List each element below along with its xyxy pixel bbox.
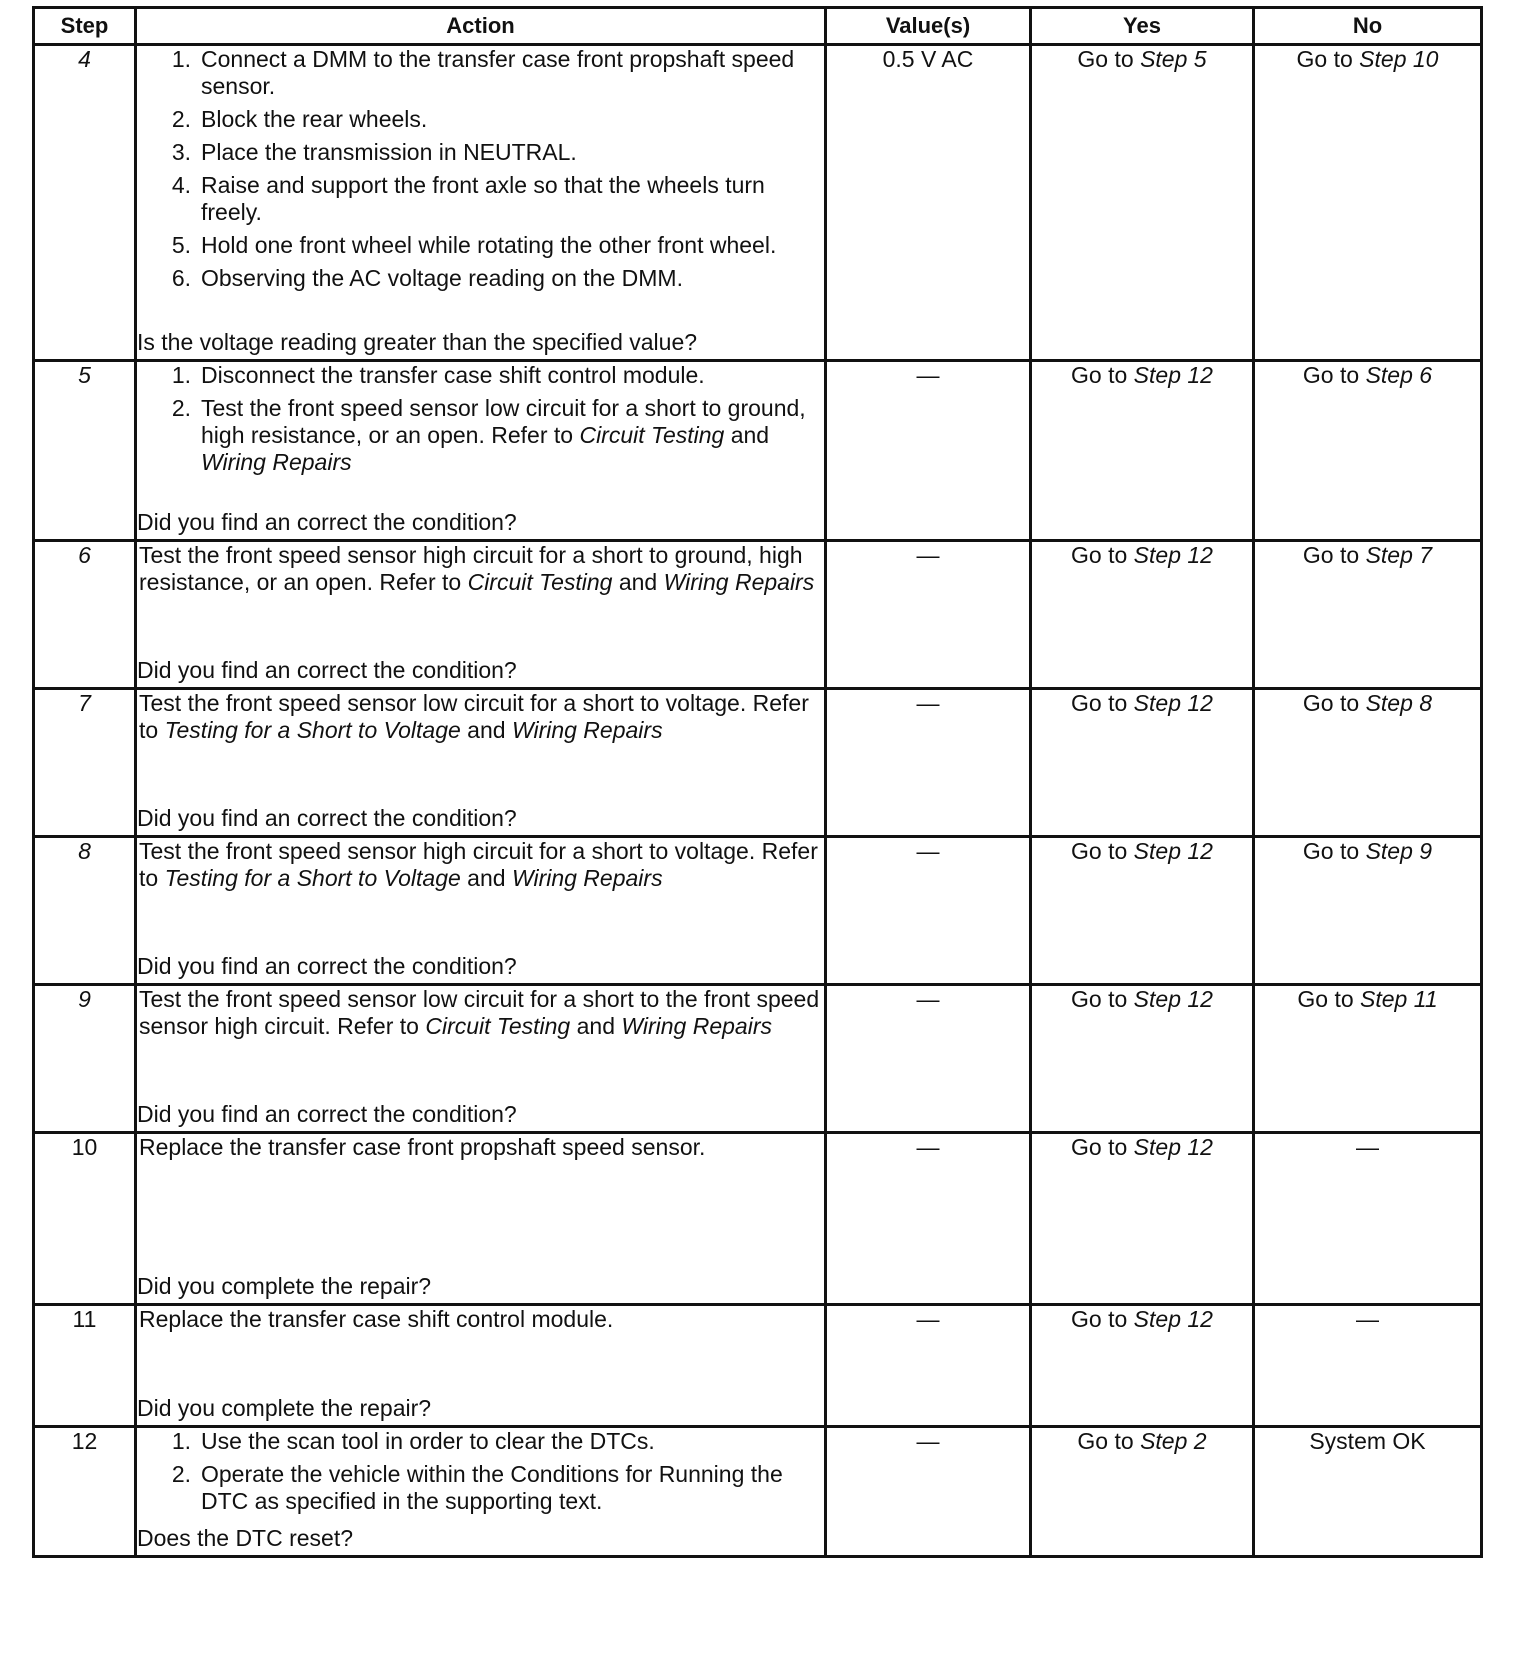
question-text: Did you find an correct the condition? (137, 805, 517, 831)
no-result-dash: — (1356, 1134, 1379, 1160)
goto-prefix: Go to (1071, 838, 1134, 864)
goto-step-link[interactable]: Step 7 (1365, 542, 1433, 568)
instruction-item (137, 106, 824, 133)
table-row (34, 1305, 1482, 1427)
goto-step-link[interactable]: Step 12 (1133, 690, 1213, 716)
value-cell: 0.5 V AC (826, 45, 1031, 361)
instruction-list (137, 362, 824, 476)
instruction-list (137, 46, 824, 292)
goto-prefix: Go to (1071, 542, 1134, 568)
instruction-number: 2. (171, 395, 191, 421)
text-span: and (460, 865, 512, 891)
yes-cell (1031, 45, 1254, 361)
value-cell: — (826, 541, 1031, 689)
step-number: 10 (34, 1133, 136, 1305)
instruction-item (137, 46, 824, 100)
text-span: Test the front speed sensor low circuit for a short to ground, high resistance, or an open. Refer to (201, 395, 806, 448)
reference-link[interactable]: Wiring Repairs (663, 569, 815, 595)
goto-step-link[interactable]: Step 6 (1365, 362, 1433, 388)
reference-link[interactable]: Wiring Repairs (511, 865, 663, 891)
instruction-item (137, 139, 824, 166)
value-cell: — (826, 689, 1031, 837)
question-text: Did you find an correct the condition? (137, 657, 517, 683)
text-span: Test the front speed sensor low circuit for a short to the front speed sensor high circuit. Refer to (139, 986, 820, 1039)
action-content (137, 46, 824, 356)
text-span: Replace the transfer case shift control module. (139, 1306, 614, 1332)
action-instructions (137, 986, 824, 1040)
instruction-item (137, 1461, 824, 1515)
reference-link[interactable]: Wiring Repairs (201, 449, 352, 475)
instruction-list (137, 1428, 824, 1515)
text-span: and (460, 717, 512, 743)
goto-step-link[interactable]: Step 5 (1140, 46, 1207, 72)
value-cell: — (826, 837, 1031, 985)
action-content (137, 838, 824, 980)
instruction-paragraph (137, 1134, 824, 1161)
reference-link[interactable]: Wiring Repairs (511, 717, 663, 743)
value-cell: — (826, 361, 1031, 541)
goto-prefix: Go to (1302, 838, 1366, 864)
header-step: Step (34, 8, 136, 45)
reference-link[interactable]: Circuit Testing (425, 1013, 571, 1039)
instruction-paragraph (137, 986, 824, 1040)
value-cell: — (826, 1133, 1031, 1305)
action-cell (136, 361, 826, 541)
instruction-text: Hold one front wheel while rotating the other front wheel. (201, 232, 777, 258)
goto-prefix: Go to (1077, 46, 1141, 72)
action-content (137, 1428, 824, 1552)
instruction-paragraph (137, 1306, 824, 1333)
goto-step-link[interactable]: Step 8 (1365, 690, 1433, 716)
diagnostic-table (32, 6, 1483, 1558)
question-text: Does the DTC reset? (137, 1525, 354, 1551)
table-row (34, 45, 1482, 361)
table-row (34, 689, 1482, 837)
text-span: Test the front speed sensor high circuit for a short to ground, high resistance, or an open. Refer to (139, 542, 803, 595)
header-no: No (1254, 8, 1482, 45)
header-yes: Yes (1031, 8, 1254, 45)
instruction-number: 1. (171, 46, 191, 72)
no-cell (1254, 1305, 1482, 1427)
instruction-paragraph (137, 838, 824, 892)
action-instructions (137, 1306, 824, 1333)
goto-prefix: Go to (1302, 542, 1366, 568)
action-instructions (137, 46, 824, 298)
instruction-text: Block the rear wheels. (201, 106, 428, 132)
instruction-text: Observing the AC voltage reading on the DMM. (201, 265, 683, 291)
action-content (137, 542, 824, 684)
goto-step-link[interactable]: Step 12 (1133, 542, 1213, 568)
goto-step-link[interactable]: Step 12 (1133, 1134, 1213, 1160)
action-content (137, 986, 824, 1128)
action-content (137, 1134, 824, 1300)
action-instructions (137, 542, 824, 596)
instruction-number: 2. (171, 1461, 191, 1487)
instruction-text: Use the scan tool in order to clear the DTCs. (201, 1428, 655, 1454)
no-cell (1254, 1427, 1482, 1557)
yes-cell (1031, 361, 1254, 541)
step-number: 4 (34, 45, 136, 361)
text-span: and (612, 569, 664, 595)
instruction-number: 6. (171, 265, 191, 291)
yes-cell (1031, 985, 1254, 1133)
no-cell (1254, 837, 1482, 985)
instruction-number: 2. (171, 106, 191, 132)
action-content (137, 362, 824, 536)
action-instructions (137, 690, 824, 744)
action-cell (136, 689, 826, 837)
action-instructions (137, 362, 824, 482)
text-span: Replace the transfer case front propshaft speed sensor. (139, 1134, 706, 1160)
value-cell: — (826, 985, 1031, 1133)
instruction-number: 3. (171, 139, 191, 165)
step-number: 9 (34, 985, 136, 1133)
header-action: Action (136, 8, 826, 45)
goto-step-link[interactable]: Step 11 (1360, 986, 1438, 1012)
yes-cell (1031, 689, 1254, 837)
table-body (34, 45, 1482, 1557)
goto-step-link[interactable]: Step 12 (1133, 986, 1213, 1012)
goto-prefix: Go to (1296, 46, 1360, 72)
instruction-item (137, 1428, 824, 1455)
reference-link[interactable]: Testing for a Short to Voltage (164, 717, 461, 743)
goto-prefix: Go to (1302, 690, 1366, 716)
text-span: Test the front speed sensor low circuit for a short to voltage. Refer to (139, 690, 809, 743)
action-cell (136, 1133, 826, 1305)
no-cell (1254, 985, 1482, 1133)
goto-prefix: Go to (1071, 1134, 1134, 1160)
reference-link[interactable]: Testing for a Short to Voltage (164, 865, 461, 891)
goto-prefix: Go to (1297, 986, 1361, 1012)
instruction-number: 4. (171, 172, 191, 198)
step-number: 12 (34, 1427, 136, 1557)
question-text: Did you find an correct the condition? (137, 1101, 517, 1127)
table-row (34, 985, 1482, 1133)
goto-step-link[interactable]: Step 10 (1359, 46, 1439, 72)
instruction-text: Raise and support the front axle so that the wheels turn freely. (201, 172, 765, 225)
table-row (34, 541, 1482, 689)
reference-link[interactable]: Circuit Testing (467, 569, 613, 595)
step-number: 8 (34, 837, 136, 985)
instruction-number: 5. (171, 232, 191, 258)
no-cell (1254, 1133, 1482, 1305)
header-row (34, 8, 1482, 45)
text-span: and (724, 422, 770, 448)
system-ok-text: System OK (1309, 1428, 1426, 1454)
header-values: Value(s) (826, 8, 1031, 45)
step-number: 7 (34, 689, 136, 837)
no-cell (1254, 689, 1482, 837)
yes-cell (1031, 541, 1254, 689)
question-text: Did you complete the repair? (137, 1395, 432, 1421)
text-span: Test the front speed sensor high circuit for a short to voltage. Refer to (139, 838, 818, 891)
goto-prefix: Go to (1071, 362, 1134, 388)
reference-link[interactable]: Circuit Testing (579, 422, 725, 448)
goto-step-link[interactable]: Step 12 (1133, 1306, 1213, 1332)
yes-cell (1031, 1427, 1254, 1557)
instruction-text: Disconnect the transfer case shift control module. (201, 362, 705, 388)
goto-prefix: Go to (1302, 362, 1366, 388)
goto-step-link[interactable]: Step 12 (1133, 838, 1213, 864)
instruction-number: 1. (171, 362, 191, 388)
instruction-item (137, 265, 824, 292)
text-span: and (570, 1013, 622, 1039)
action-cell (136, 985, 826, 1133)
action-cell (136, 541, 826, 689)
instruction-paragraph (137, 542, 824, 596)
yes-cell (1031, 1305, 1254, 1427)
no-cell (1254, 541, 1482, 689)
instruction-item (137, 172, 824, 226)
action-cell (136, 837, 826, 985)
question-text: Did you find an correct the condition? (137, 509, 517, 535)
goto-prefix: Go to (1071, 690, 1134, 716)
action-instructions (137, 1428, 824, 1521)
action-instructions (137, 838, 824, 892)
instruction-text: Operate the vehicle within the Conditions for Running the DTC as specified in the supporting text. (201, 1461, 783, 1514)
instruction-item (137, 395, 824, 476)
yes-cell (1031, 1133, 1254, 1305)
table-row (34, 1427, 1482, 1557)
instruction-text (201, 395, 824, 476)
step-number: 11 (34, 1305, 136, 1427)
action-cell (136, 1427, 826, 1557)
goto-step-link[interactable]: Step 9 (1365, 838, 1433, 864)
instruction-item (137, 362, 824, 389)
instruction-text: Connect a DMM to the transfer case front propshaft speed sensor. (201, 46, 795, 99)
question-text: Did you find an correct the condition? (137, 953, 517, 979)
table-row (34, 1133, 1482, 1305)
goto-prefix: Go to (1071, 1306, 1134, 1332)
action-cell (136, 45, 826, 361)
question-text: Is the voltage reading greater than the specified value? (137, 329, 698, 355)
goto-prefix: Go to (1077, 1428, 1141, 1454)
table-row (34, 361, 1482, 541)
table-row (34, 837, 1482, 985)
instruction-item (137, 232, 824, 259)
no-result-dash: — (1356, 1306, 1379, 1332)
value-cell: — (826, 1427, 1031, 1557)
reference-link[interactable]: Wiring Repairs (621, 1013, 772, 1039)
instruction-text: Place the transmission in NEUTRAL. (201, 139, 577, 165)
action-instructions (137, 1134, 824, 1161)
goto-prefix: Go to (1071, 986, 1134, 1012)
value-cell: — (826, 1305, 1031, 1427)
step-number: 6 (34, 541, 136, 689)
action-cell (136, 1305, 826, 1427)
action-content (137, 690, 824, 832)
no-cell (1254, 45, 1482, 361)
yes-cell (1031, 837, 1254, 985)
instruction-number: 1. (171, 1428, 191, 1454)
goto-step-link[interactable]: Step 12 (1133, 362, 1213, 388)
step-number: 5 (34, 361, 136, 541)
goto-step-link[interactable]: Step 2 (1140, 1428, 1207, 1454)
action-content (137, 1306, 824, 1422)
question-text: Did you complete the repair? (137, 1273, 432, 1299)
instruction-paragraph (137, 690, 824, 744)
no-cell (1254, 361, 1482, 541)
